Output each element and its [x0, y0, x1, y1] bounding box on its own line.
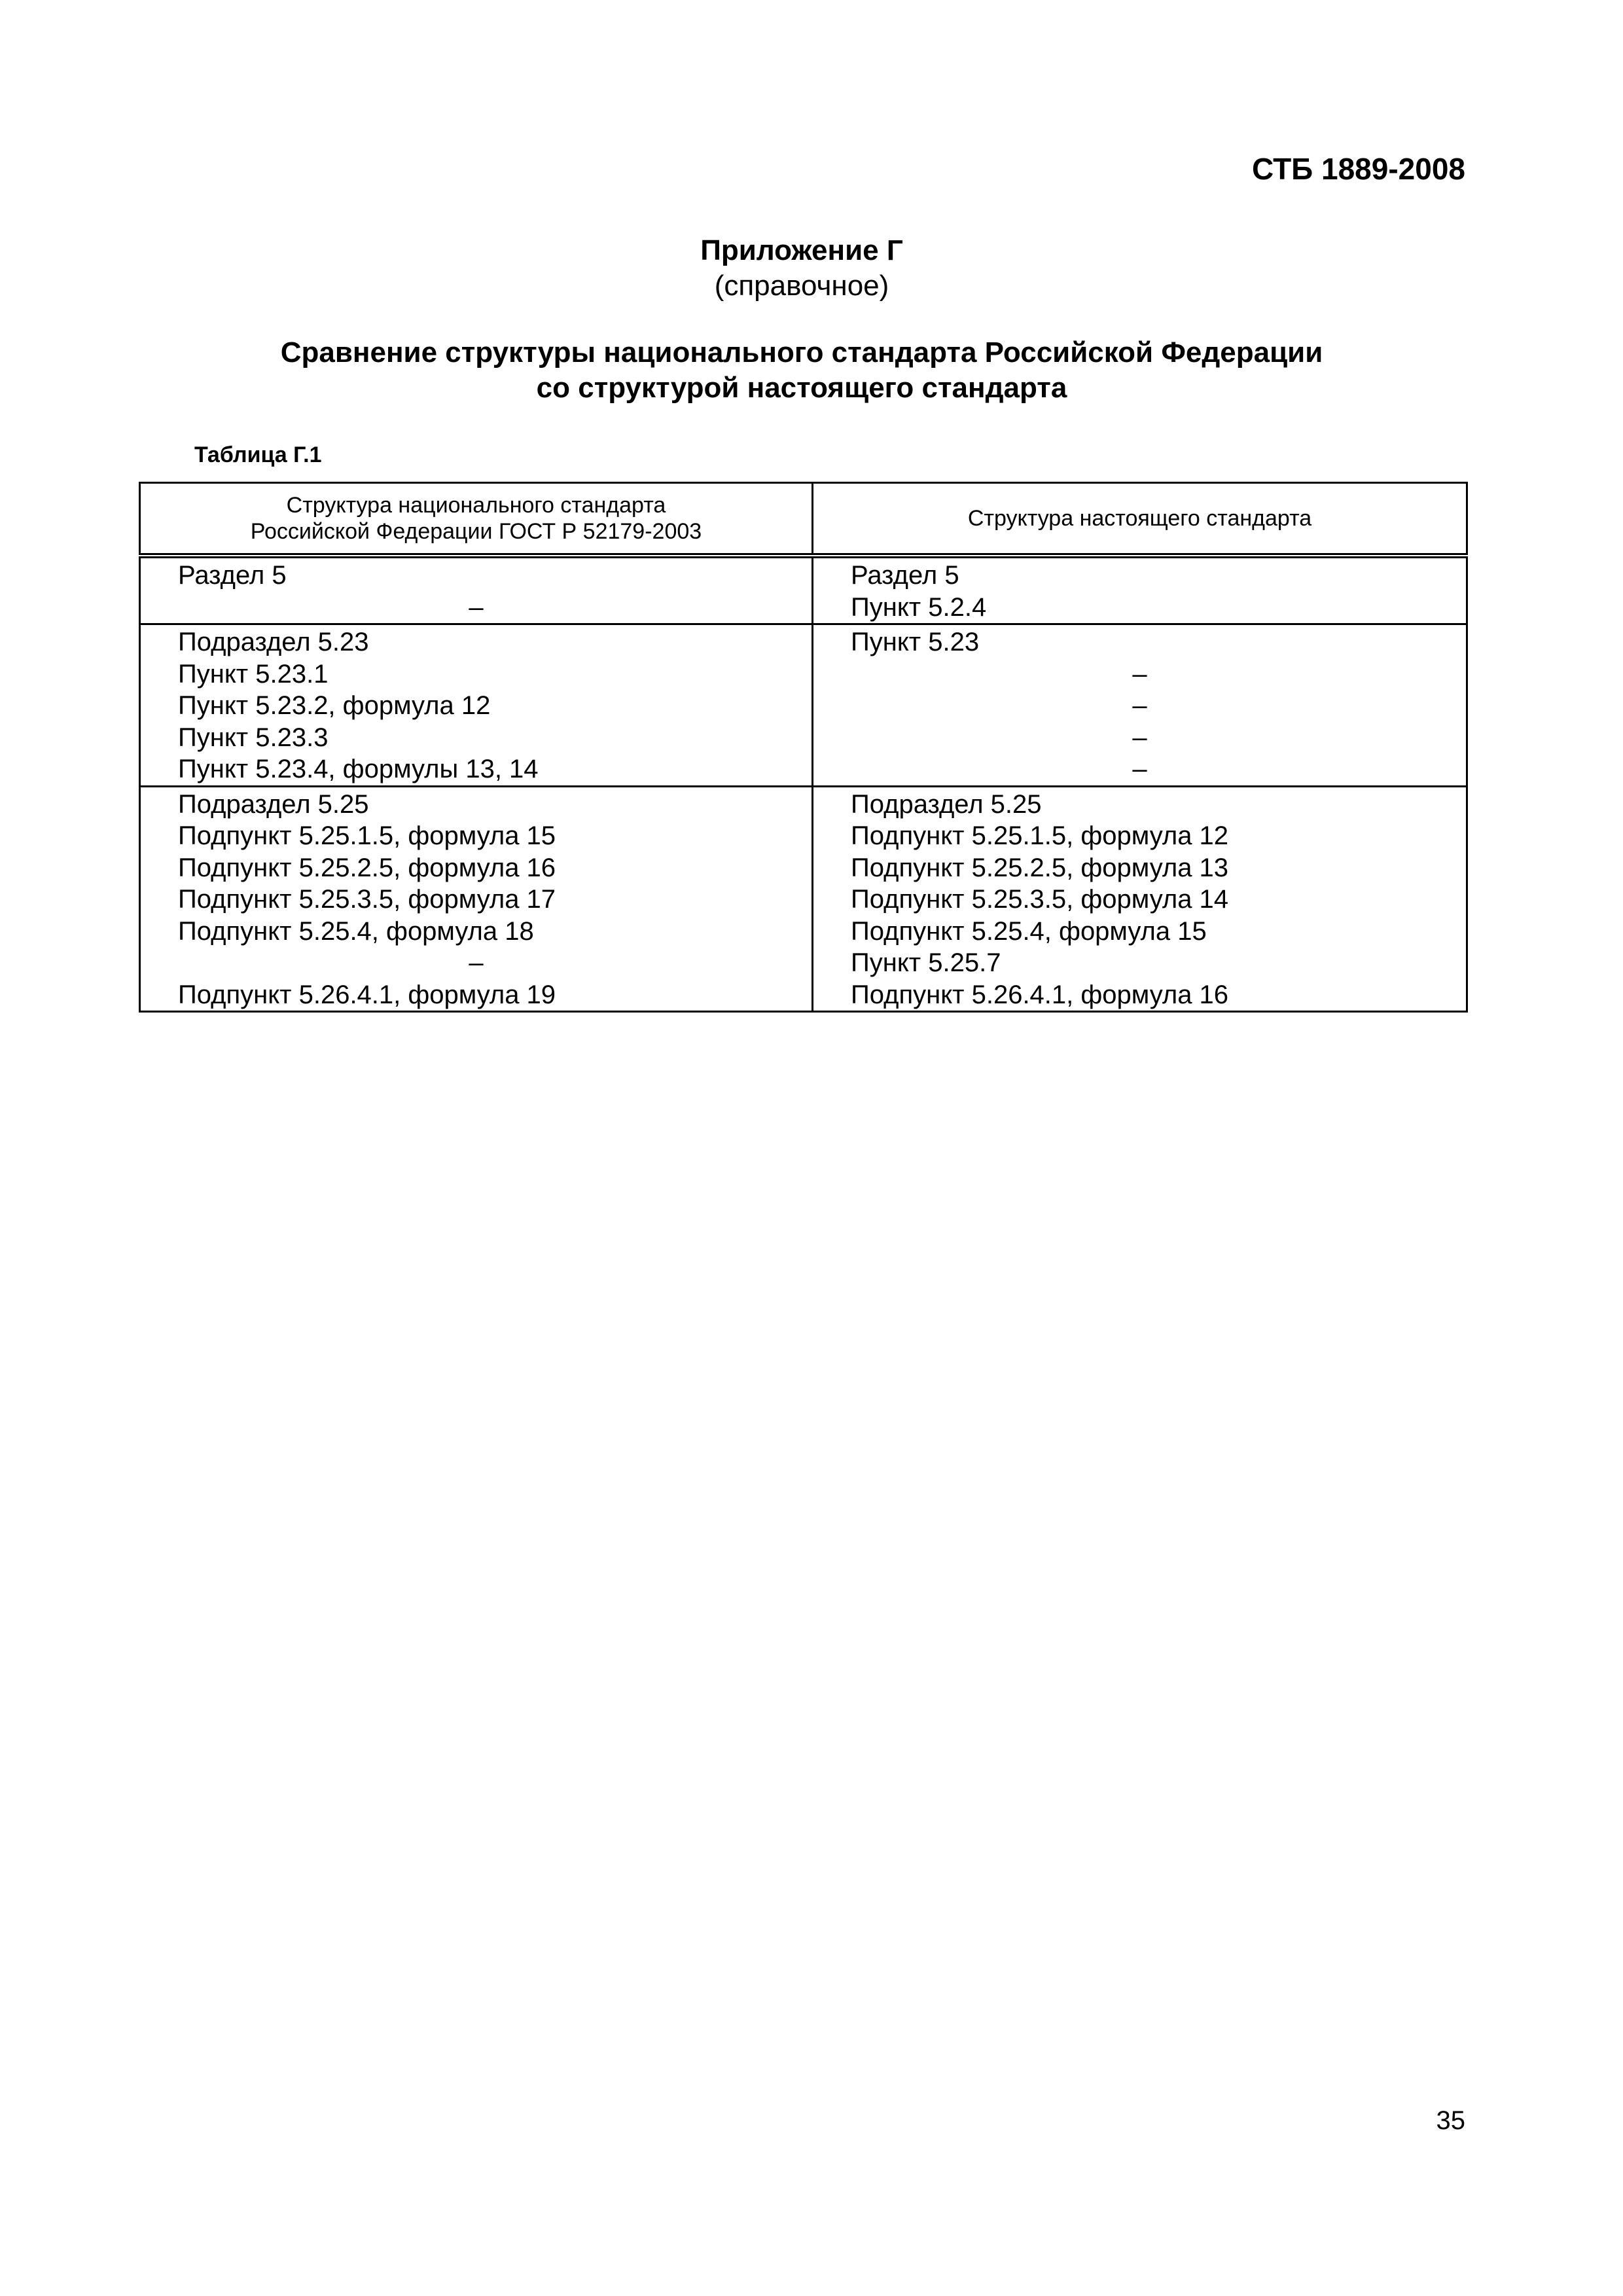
structure-entry: Пункт 5.23.2, формула 12 [178, 691, 491, 720]
page-number: 35 [1436, 2106, 1465, 2135]
structure-entry: Раздел 5 [178, 561, 287, 590]
appendix-heading [0, 233, 1603, 304]
dash-entry: – [1132, 755, 1147, 783]
dash-entry: – [469, 948, 484, 977]
dash-entry: – [1132, 723, 1147, 752]
cell-this-standard [813, 624, 1467, 787]
structure-entry: Подпункт 5.25.2.5, формула 16 [178, 853, 556, 882]
dash-entry: – [1132, 659, 1147, 689]
section-title [0, 335, 1603, 406]
structure-entry: Подпункт 5.25.3.5, формула 14 [851, 885, 1229, 914]
structure-entry: Подпункт 5.25.4, формула 18 [178, 916, 534, 946]
table-caption: Таблица Г.1 [194, 442, 322, 467]
structure-entry: Подпункт 5.25.1.5, формула 15 [178, 821, 556, 850]
document-id: СТБ 1889-2008 [1252, 152, 1465, 186]
comparison-table [139, 482, 1468, 1013]
structure-entry: Подпункт 5.26.4.1, формула 19 [178, 980, 556, 1009]
table-row [140, 786, 1467, 1012]
section-title-line1: Сравнение структуры национального стандарта Российской Федерации [280, 336, 1323, 368]
structure-entry: Подпункт 5.25.1.5, формула 12 [851, 821, 1229, 850]
structure-entry: Раздел 5 [851, 561, 959, 590]
structure-entry: Подраздел 5.25 [178, 789, 369, 819]
structure-entry: Подпункт 5.25.3.5, формула 17 [178, 885, 556, 914]
header-this-standard: Структура настоящего стандарта [813, 483, 1467, 556]
cell-russian-standard [140, 786, 813, 1012]
header-col1-line1: Структура национального стандарта [286, 493, 666, 518]
header-col1-line2: Российской Федерации ГОСТ Р 52179-2003 [250, 519, 702, 544]
appendix-subtitle: (справочное) [714, 270, 889, 302]
structure-entry: Пункт 5.25.7 [851, 948, 1001, 977]
table-header-row [140, 483, 1467, 556]
cell-this-standard [813, 786, 1467, 1012]
dash-entry: – [469, 592, 484, 622]
table-body [140, 556, 1467, 1012]
structure-entry: Подраздел 5.25 [851, 789, 1042, 819]
structure-entry: Подпункт 5.26.4.1, формула 16 [851, 980, 1229, 1009]
appendix-title: Приложение Г [700, 234, 903, 266]
structure-entry: Пункт 5.2.4 [851, 592, 987, 622]
structure-entry: Подраздел 5.23 [178, 628, 369, 656]
structure-entry: Пункт 5.23 [851, 628, 980, 656]
table-row [140, 624, 1467, 787]
structure-entry: Подпункт 5.25.2.5, формула 13 [851, 853, 1229, 882]
structure-entry: Подпункт 5.25.4, формула 15 [851, 916, 1207, 946]
dash-entry: – [1132, 691, 1147, 720]
cell-russian-standard [140, 556, 813, 624]
header-russian-standard [140, 483, 813, 556]
table-row [140, 556, 1467, 624]
cell-russian-standard [140, 624, 813, 787]
structure-entry: Пункт 5.23.3 [178, 723, 329, 752]
cell-this-standard [813, 556, 1467, 624]
structure-entry: Пункт 5.23.1 [178, 659, 329, 689]
section-title-line2: со структурой настоящего стандарта [536, 372, 1067, 404]
structure-entry: Пункт 5.23.4, формулы 13, 14 [178, 755, 539, 783]
